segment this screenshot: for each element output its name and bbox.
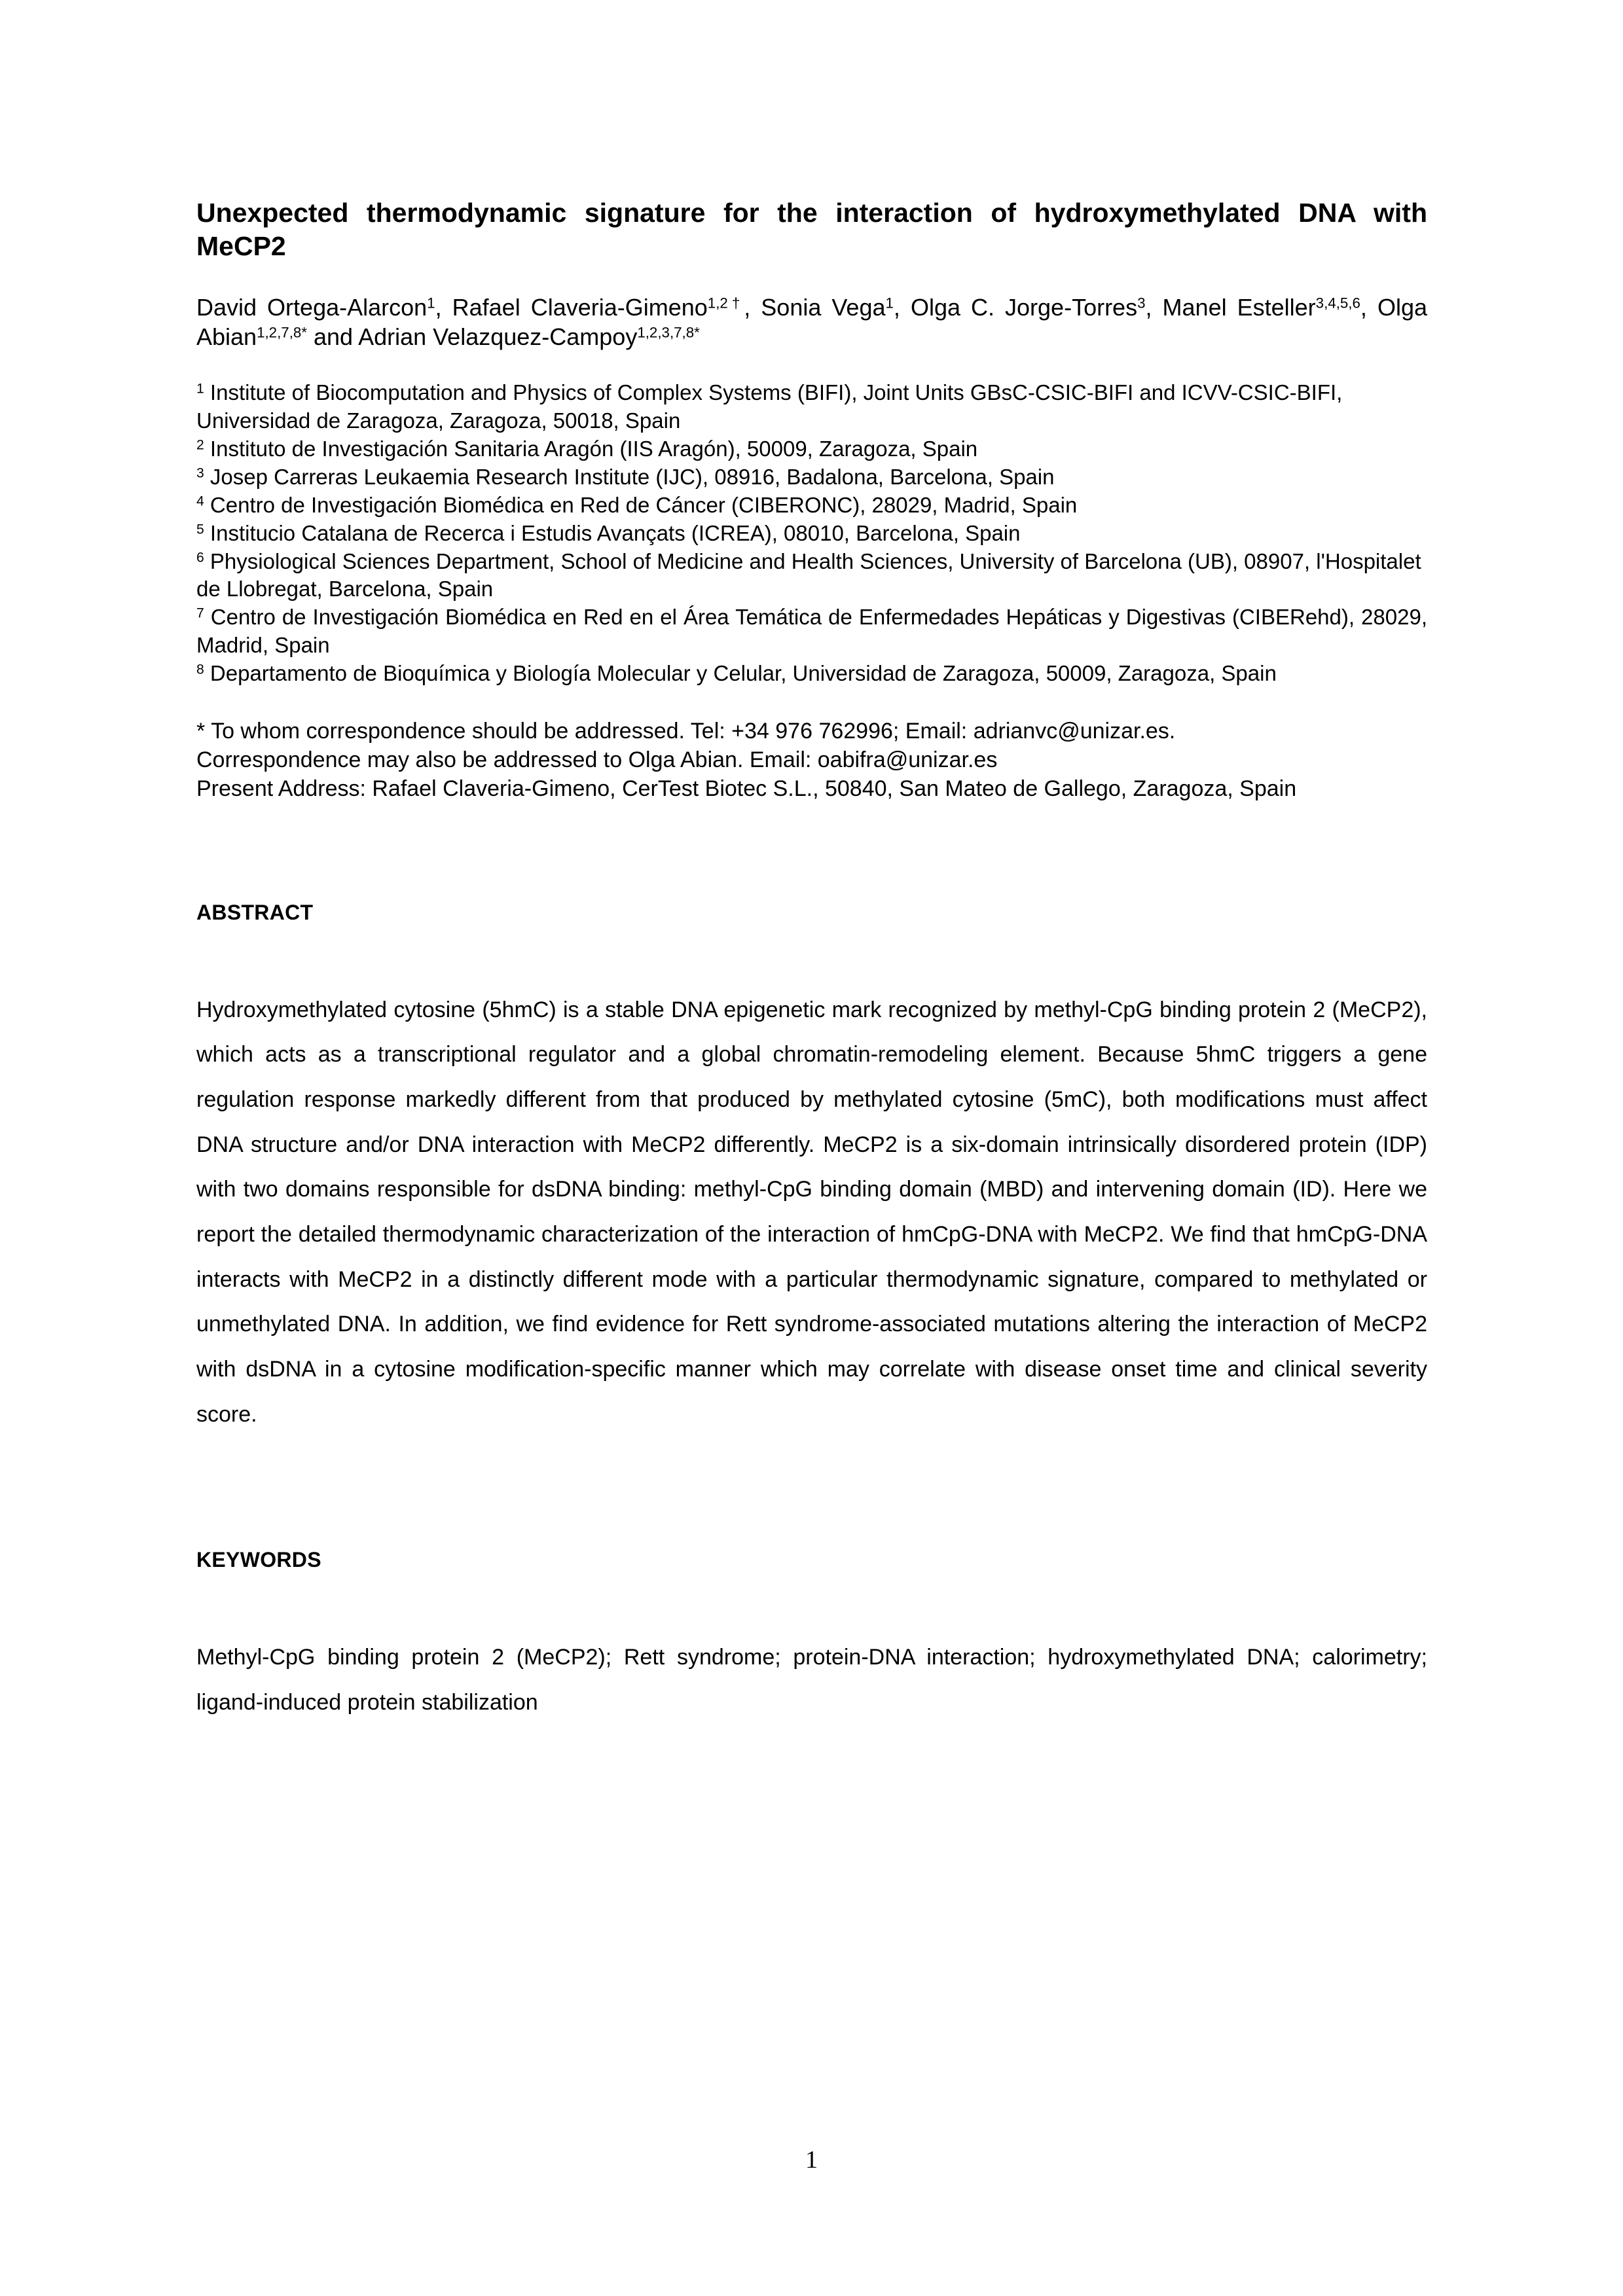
affiliation-text: Instituto de Investigación Sanitaria Aragón (IIS Aragón), 50009, Zaragoza, Spain: [204, 437, 978, 461]
abstract-body: Hydroxymethylated cytosine (5hmC) is a stable DNA epigenetic mark recognized by methyl-CpG binding protein 2 (MeCP2), which acts as a transcriptional regulator and a global chromatin-remodeling element. Because 5hmC triggers a gene regulation response markedly different from that produced by methylated cytosine (5mC), both modifications must affect DNA structure and/or DNA interaction with MeCP2 differently. MeCP2 is a six-domain intrinsically disordered protein (IDP) with two domains responsible for dsDNA binding: methyl-CpG binding domain (MBD) and intervening domain (ID). Here we report the detailed thermodynamic characterization of the interaction of hmCpG-DNA with MeCP2. We find that hmCpG-DNA interacts with MeCP2 in a distinctly different mode with a particular thermodynamic signature, compared to methylated or unmethylated DNA. In addition, we find evidence for Rett syndrome-associated mutations altering the interaction of MeCP2 with dsDNA in a cytosine modification-specific manner which may correlate with disease onset time and clinical severity score.: [196, 997, 1427, 1427]
affiliation-item: [196, 603, 1427, 660]
author-separator: ,: [1360, 293, 1377, 321]
affiliation-marker: 5: [196, 522, 204, 537]
author-affiliation-marker: 1: [427, 294, 435, 311]
page-title: Unexpected thermodynamic signature for the interaction of hydroxymethylated DNA with MeCP2: [196, 198, 1427, 262]
abstract-heading: ABSTRACT: [196, 900, 314, 924]
affiliation-text: Josep Carreras Leukaemia Research Institute (IJC), 08916, Badalona, Barcelona, Spain: [204, 464, 1055, 489]
affiliation-item: [196, 548, 1427, 604]
author-affiliation-marker: 3,4,5,6: [1315, 294, 1360, 311]
affiliation-item: [196, 492, 1427, 520]
affiliation-marker: 1: [196, 381, 204, 397]
author-separator: ,: [435, 293, 452, 321]
author-affiliation-marker: 1,2†: [707, 294, 744, 311]
affiliation-item: [196, 520, 1427, 548]
spacer-abstract-after: [196, 925, 1427, 988]
author-name: Olga Abian: [196, 293, 1427, 350]
spacer-keywords-before: [196, 1437, 1427, 1548]
author-separator: and: [307, 323, 359, 350]
affiliation-marker: 6: [196, 550, 204, 565]
affiliation-text: Centro de Investigación Biomédica en Red en el Área Temática de Enfermedades Hepáticas y Digestivas (CIBERehd), 28029, Madrid, Spain: [196, 605, 1427, 658]
affiliation-item: [196, 435, 1427, 463]
affiliation-marker: 4: [196, 493, 204, 509]
affiliation-marker: 2: [196, 437, 204, 453]
author-name: Rafael Claveria-Gimeno: [452, 293, 708, 321]
page-content: [196, 196, 1427, 1725]
affiliation-text: Institucio Catalana de Recerca i Estudis Avançats (ICREA), 08010, Barcelona, Spain: [204, 520, 1021, 545]
affiliation-item: [196, 660, 1427, 688]
author-list: [196, 293, 1427, 352]
affiliation-item: [196, 379, 1427, 435]
correspondence-line-secondary: Correspondence may also be addressed to Olga Abian. Email: oabifra@unizar.es: [196, 747, 998, 773]
author-separator: ,: [744, 293, 761, 321]
author-name: Adrian Velazquez-Campoy: [358, 323, 638, 350]
correspondence-block: [196, 717, 1427, 804]
author-name: David Ortega-Alarcon: [196, 293, 428, 321]
affiliation-text: Departamento de Bioquímica y Biología Molecular y Celular, Universidad de Zaragoza, 50009, Zaragoza, Spain: [204, 661, 1277, 686]
author-affiliation-marker: 1,2,3,7,8*: [637, 324, 700, 341]
affiliation-marker: 8: [196, 662, 204, 677]
affiliation-item: [196, 463, 1427, 492]
page-number: 1: [805, 2146, 818, 2174]
author-affiliation-marker: 1: [885, 294, 894, 311]
affiliation-text: Physiological Sciences Department, School of Medicine and Health Sciences, University of Barcelona (UB), 08907, l'Hospitalet de Llobregat, Barcelona, Spain: [196, 548, 1421, 601]
affiliation-marker: 3: [196, 465, 204, 481]
keywords-heading: KEYWORDS: [196, 1548, 321, 1572]
spacer-keywords-after: [196, 1572, 1427, 1635]
author-affiliation-marker: 3: [1137, 294, 1146, 311]
affiliation-text: Centro de Investigación Biomédica en Red de Cáncer (CIBERONC), 28029, Madrid, Spain: [204, 492, 1078, 517]
correspondence-line-primary: * To whom correspondence should be addressed. Tel: +34 976 762996; Email: adrianvc@unizar.es.: [196, 719, 1176, 744]
author-name: Manel Esteller: [1162, 293, 1316, 321]
affiliation-marker: 7: [196, 605, 204, 621]
affiliation-text: Institute of Biocomputation and Physics of Complex Systems (BIFI), Joint Units GBsC-CSIC-BIFI and ICVV-CSIC-BIFI, Universidad de Zaragoza, Zaragoza, 50018, Spain: [196, 380, 1343, 433]
author-name: Olga C. Jorge-Torres: [910, 293, 1138, 321]
author-name: Sonia Vega: [761, 293, 886, 321]
keywords-body: Methyl-CpG binding protein 2 (MeCP2); Rett syndrome; protein-DNA interaction; hydroxymethylated DNA; calorimetry; ligand-induced protein stabilization: [196, 1645, 1427, 1715]
author-affiliation-marker: 1,2,7,8*: [257, 324, 307, 341]
affiliation-list: [196, 379, 1427, 688]
author-separator: ,: [1145, 293, 1163, 321]
present-address-line: Present Address: Rafael Claveria-Gimeno, CerTest Biotec S.L., 50840, San Mateo de Gallego, Zaragoza, Spain: [196, 776, 1297, 802]
author-separator: ,: [893, 293, 911, 321]
spacer-abstract-before: [196, 804, 1427, 901]
